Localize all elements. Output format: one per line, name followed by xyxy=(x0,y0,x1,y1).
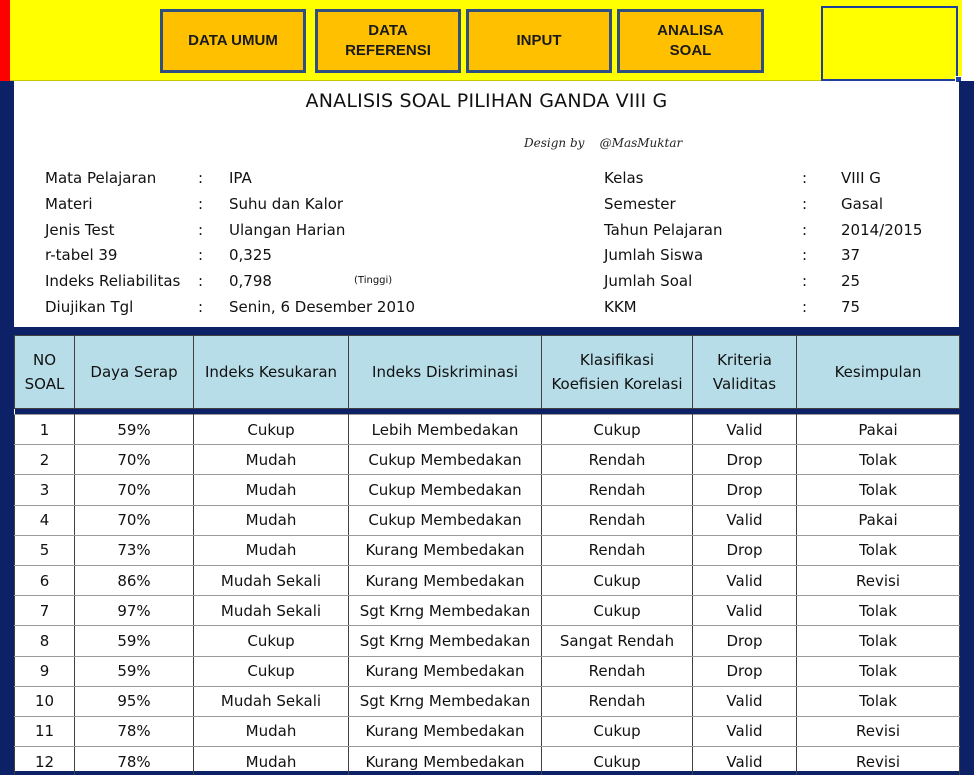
table-row xyxy=(15,747,960,775)
table-cell[interactable]: Cukup Membedakan xyxy=(349,445,542,475)
table-cell[interactable]: 11 xyxy=(15,716,75,746)
table-cell[interactable]: 4 xyxy=(15,505,75,535)
table-cell[interactable]: Revisi xyxy=(797,747,960,775)
info-left-label: Indeks Reliabilitas xyxy=(45,272,181,290)
table-cell[interactable]: Sgt Krng Membedakan xyxy=(349,596,542,626)
info-left-value: Suhu dan Kalor xyxy=(229,195,344,213)
column-header: Kesimpulan xyxy=(797,336,960,409)
table-cell[interactable]: Drop xyxy=(693,475,797,505)
info-left-colon: : xyxy=(198,169,204,187)
analisa-soal-button[interactable]: ANALISA SOAL xyxy=(617,9,764,73)
info-left-label: Jenis Test xyxy=(45,221,115,239)
table-row xyxy=(15,415,960,445)
table-cell[interactable]: Pakai xyxy=(797,415,960,445)
table-cell[interactable]: 59% xyxy=(75,415,194,445)
table-cell[interactable]: 59% xyxy=(75,656,194,686)
info-left-colon: : xyxy=(198,272,204,290)
table-cell[interactable]: Cukup xyxy=(194,626,349,656)
info-left-label: Diujikan Tgl xyxy=(45,298,134,316)
info-right-value: VIII G xyxy=(841,169,881,187)
table-cell[interactable]: Kurang Membedakan xyxy=(349,747,542,775)
table-cell[interactable]: Mudah xyxy=(194,535,349,565)
table-row xyxy=(15,505,960,535)
table-cell[interactable]: Lebih Membedakan xyxy=(349,415,542,445)
table-cell[interactable]: Mudah xyxy=(194,747,349,775)
table-cell[interactable]: 70% xyxy=(75,445,194,475)
table-row xyxy=(15,626,960,656)
column-header: Klasifikasi Koefisien Korelasi xyxy=(542,336,693,409)
table-cell[interactable]: 59% xyxy=(75,626,194,656)
table-cell[interactable]: Revisi xyxy=(797,565,960,595)
table-row xyxy=(15,656,960,686)
table-cell[interactable]: 95% xyxy=(75,686,194,716)
table-cell[interactable]: Valid xyxy=(693,716,797,746)
table-cell[interactable]: Rendah xyxy=(542,505,693,535)
info-right-label: Kelas xyxy=(604,169,644,187)
info-right-value: 25 xyxy=(841,272,861,290)
table-cell[interactable]: Kurang Membedakan xyxy=(349,656,542,686)
info-right-label: Tahun Pelajaran xyxy=(604,221,723,239)
column-header: Daya Serap xyxy=(75,336,194,409)
info-left-value: 0,325 xyxy=(229,246,272,264)
table-cell[interactable]: Sgt Krng Membedakan xyxy=(349,626,542,656)
table-cell[interactable]: Cukup xyxy=(542,415,693,445)
column-header: Indeks Diskriminasi xyxy=(349,336,542,409)
table-cell[interactable]: Cukup xyxy=(542,716,693,746)
table-cell[interactable]: Drop xyxy=(693,626,797,656)
design-credit: Design by @MasMuktar xyxy=(524,136,683,150)
table-row xyxy=(15,445,960,475)
table-cell[interactable]: Mudah Sekali xyxy=(194,596,349,626)
info-left-value: IPA xyxy=(229,169,252,187)
table-cell[interactable]: Drop xyxy=(693,535,797,565)
data-umum-button[interactable]: DATA UMUM xyxy=(160,9,306,73)
table-cell[interactable]: Cukup Membedakan xyxy=(349,505,542,535)
table-cell[interactable]: Cukup xyxy=(542,565,693,595)
table-cell[interactable]: 78% xyxy=(75,747,194,775)
table-cell[interactable]: Kurang Membedakan xyxy=(349,535,542,565)
table-cell[interactable]: 73% xyxy=(75,535,194,565)
info-left-colon: : xyxy=(198,221,204,239)
input-button[interactable]: INPUT xyxy=(466,9,612,73)
table-cell[interactable]: 10 xyxy=(15,686,75,716)
table-cell[interactable]: Cukup xyxy=(542,596,693,626)
info-left-colon: : xyxy=(198,298,204,316)
table-cell[interactable]: Revisi xyxy=(797,716,960,746)
info-right-label: Jumlah Soal xyxy=(604,272,693,290)
table-cell[interactable]: 86% xyxy=(75,565,194,595)
table-cell[interactable]: Mudah xyxy=(194,505,349,535)
row-header-marker xyxy=(0,0,10,81)
info-right-colon: : xyxy=(802,169,808,187)
table-cell[interactable]: Tolak xyxy=(797,596,960,626)
table-cell[interactable]: 5 xyxy=(15,535,75,565)
table-cell[interactable]: Valid xyxy=(693,565,797,595)
table-cell[interactable]: Cukup xyxy=(194,656,349,686)
info-right-value: 37 xyxy=(841,246,861,264)
table-cell[interactable]: Sangat Rendah xyxy=(542,626,693,656)
sheet-frame-divider xyxy=(14,327,959,335)
column-header: NO SOAL xyxy=(15,336,75,409)
info-left-colon: : xyxy=(198,195,204,213)
info-right-value: 75 xyxy=(841,298,861,316)
table-cell[interactable]: Tolak xyxy=(797,535,960,565)
column-header: Indeks Kesukaran xyxy=(194,336,349,409)
info-right-label: Jumlah Siswa xyxy=(604,246,704,264)
info-left-value: Senin, 6 Desember 2010 xyxy=(229,298,416,316)
table-cell[interactable]: 70% xyxy=(75,475,194,505)
table-cell[interactable]: Tolak xyxy=(797,686,960,716)
table-row xyxy=(15,716,960,746)
table-cell[interactable]: Valid xyxy=(693,747,797,775)
sheet-frame-left xyxy=(0,81,14,775)
table-cell[interactable]: Tolak xyxy=(797,445,960,475)
table-cell[interactable]: 8 xyxy=(15,626,75,656)
info-right-colon: : xyxy=(802,221,808,239)
info-right-value: Gasal xyxy=(841,195,883,213)
column-header: Kriteria Validitas xyxy=(693,336,797,409)
table-cell[interactable]: Tolak xyxy=(797,475,960,505)
info-left-label: r-tabel 39 xyxy=(45,246,118,264)
info-right-label: Semester xyxy=(604,195,676,213)
table-cell[interactable]: Valid xyxy=(693,505,797,535)
info-right-colon: : xyxy=(802,195,808,213)
table-cell[interactable]: 97% xyxy=(75,596,194,626)
table-cell[interactable]: Kurang Membedakan xyxy=(349,716,542,746)
table-cell[interactable]: Mudah Sekali xyxy=(194,565,349,595)
table-cell[interactable]: Sgt Krng Membedakan xyxy=(349,686,542,716)
info-left-label: Mata Pelajaran xyxy=(45,169,157,187)
table-cell[interactable]: Tolak xyxy=(797,656,960,686)
table-cell[interactable]: Rendah xyxy=(542,475,693,505)
table-cell[interactable]: Drop xyxy=(693,445,797,475)
table-cell[interactable]: Pakai xyxy=(797,505,960,535)
table-row xyxy=(15,475,960,505)
table-cell[interactable]: Valid xyxy=(693,686,797,716)
info-right-colon: : xyxy=(802,298,808,316)
table-cell[interactable]: Cukup xyxy=(194,415,349,445)
table-cell[interactable]: Rendah xyxy=(542,686,693,716)
reliability-note: (Tinggi) xyxy=(354,275,393,286)
table-row xyxy=(15,686,960,716)
info-left-value: Ulangan Harian xyxy=(229,221,346,239)
table-cell[interactable]: 6 xyxy=(15,565,75,595)
info-left-value: 0,798 xyxy=(229,272,272,290)
info-right-colon: : xyxy=(802,246,808,264)
table-cell[interactable]: Cukup Membedakan xyxy=(349,475,542,505)
info-right-colon: : xyxy=(802,272,808,290)
sheet-frame-right xyxy=(959,81,974,775)
table-cell[interactable]: Mudah xyxy=(194,475,349,505)
table-cell[interactable]: 9 xyxy=(15,656,75,686)
table-cell[interactable]: 12 xyxy=(15,747,75,775)
analysis-table xyxy=(14,335,960,775)
table-cell[interactable]: Mudah xyxy=(194,716,349,746)
table-row xyxy=(15,535,960,565)
data-referensi-button[interactable]: DATA REFERENSI xyxy=(315,9,461,73)
table-cell[interactable]: 1 xyxy=(15,415,75,445)
info-right-label: KKM xyxy=(604,298,637,316)
table-cell[interactable]: 70% xyxy=(75,505,194,535)
table-cell[interactable]: Tolak xyxy=(797,626,960,656)
table-cell[interactable]: Kurang Membedakan xyxy=(349,565,542,595)
table-cell[interactable]: Valid xyxy=(693,596,797,626)
table-cell[interactable]: 78% xyxy=(75,716,194,746)
table-cell[interactable]: Rendah xyxy=(542,445,693,475)
info-left-colon: : xyxy=(198,246,204,264)
page-title: ANALISIS SOAL PILIHAN GANDA VIII G xyxy=(305,90,668,112)
table-cell[interactable]: 7 xyxy=(15,596,75,626)
table-row xyxy=(15,596,960,626)
info-right-value: 2014/2015 xyxy=(841,221,923,239)
table-cell[interactable]: 2 xyxy=(15,445,75,475)
info-left-label: Materi xyxy=(45,195,93,213)
table-row xyxy=(15,565,960,595)
table-cell[interactable]: Valid xyxy=(693,415,797,445)
table-cell[interactable]: Drop xyxy=(693,656,797,686)
table-cell[interactable]: Rendah xyxy=(542,535,693,565)
table-cell[interactable]: Mudah xyxy=(194,445,349,475)
table-cell[interactable]: Rendah xyxy=(542,656,693,686)
table-cell[interactable]: Cukup xyxy=(542,747,693,775)
table-cell[interactable]: Mudah Sekali xyxy=(194,686,349,716)
table-cell[interactable]: 3 xyxy=(15,475,75,505)
selected-cell[interactable] xyxy=(821,6,958,81)
